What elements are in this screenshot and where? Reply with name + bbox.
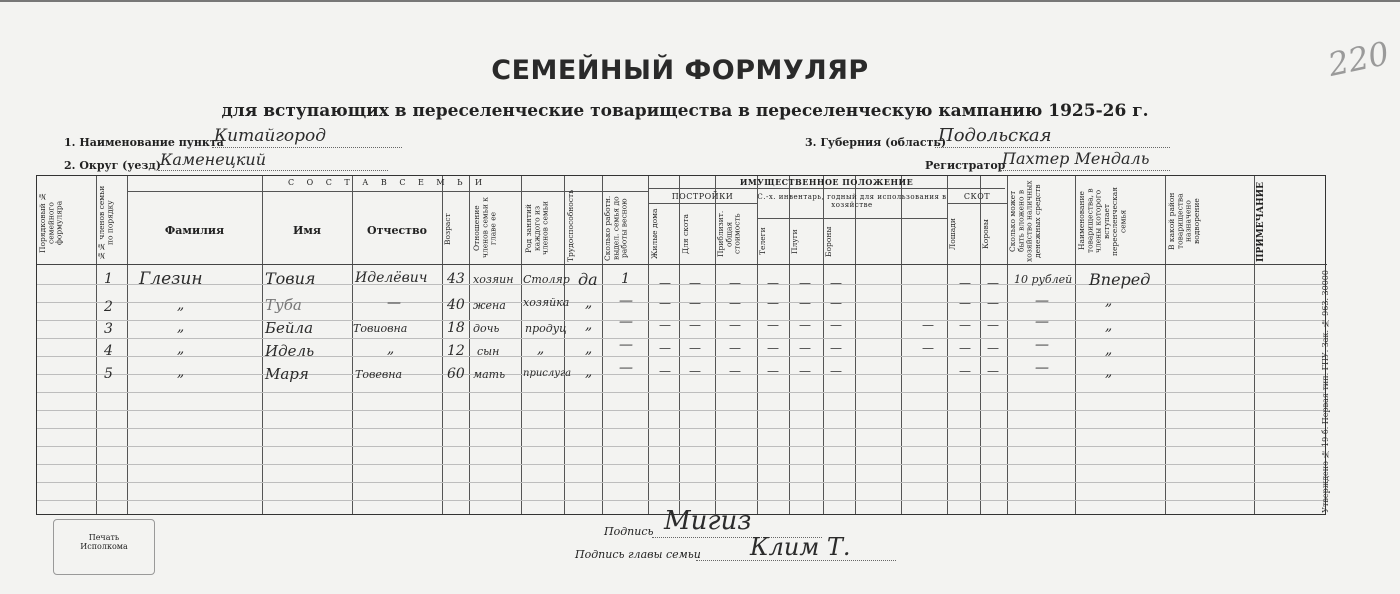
col-district: В какой район товарищества назначено водворение bbox=[1167, 192, 1201, 250]
dash-mark: — bbox=[799, 341, 811, 355]
document-title: СЕМЕЙНЫЙ ФОРМУЛЯР bbox=[491, 55, 869, 86]
row2-partnership: „ bbox=[1105, 293, 1113, 309]
dash-mark: — bbox=[830, 276, 842, 290]
row1-age: 43 bbox=[447, 271, 465, 287]
group-buildings: ПОСТРОЙКИ bbox=[671, 192, 734, 201]
row3-surname: „ bbox=[177, 319, 185, 335]
dash-mark: — bbox=[689, 318, 701, 332]
row5-capacity: „ bbox=[585, 364, 593, 380]
dash-mark: — bbox=[659, 296, 671, 310]
stamp-line2: Исполкома bbox=[80, 542, 128, 551]
stamp-line1: Печать bbox=[88, 533, 120, 542]
guberniya-label: 3. Губерния (область) bbox=[805, 136, 947, 149]
group-livestock: СКОТ bbox=[963, 192, 991, 201]
dash-mark: — bbox=[830, 296, 842, 310]
dash-mark: — bbox=[729, 296, 741, 310]
top-edge bbox=[0, 0, 1400, 2]
row1-capacity: да bbox=[578, 270, 598, 289]
dash-mark: — bbox=[987, 276, 999, 290]
dash-mark: — bbox=[922, 318, 934, 332]
group-family: С О С Т А В С Е М Ь И bbox=[287, 178, 488, 187]
row4-no: 4 bbox=[104, 343, 113, 359]
row5-age: 60 bbox=[447, 366, 465, 382]
row4-name: Идель bbox=[265, 342, 315, 360]
okrug-label: 2. Округ (уезд) bbox=[64, 159, 161, 172]
row2-name: Туба bbox=[265, 296, 302, 314]
dash-mark: — bbox=[799, 318, 811, 332]
row1-partnership: Вперед bbox=[1089, 270, 1151, 289]
row4-patronymic: „ bbox=[387, 341, 395, 357]
row1-no: 1 bbox=[104, 271, 113, 287]
row3-capacity: „ bbox=[585, 317, 593, 333]
row4-cash: — bbox=[1035, 337, 1049, 353]
group-inventory: С.-х. инвентарь, годный для использования в хозяйстве bbox=[757, 193, 947, 210]
row5-cash: — bbox=[1035, 360, 1049, 376]
col-ploughs: Плуги bbox=[790, 229, 799, 254]
col-partnership: Наименование товарищества, в члены которого вступает переселенческая семья bbox=[1077, 186, 1128, 256]
row1-cash: 10 рублей bbox=[1014, 273, 1073, 286]
dash-mark: — bbox=[959, 276, 971, 290]
head-signature-label: Подпись главы семьи bbox=[575, 548, 701, 561]
row2-age: 40 bbox=[447, 297, 465, 313]
dash-mark: — bbox=[959, 318, 971, 332]
family-table bbox=[36, 175, 1326, 515]
col-cows: Коровы bbox=[981, 219, 990, 249]
col-patronymic: Отчество bbox=[367, 224, 427, 237]
row2-surname: „ bbox=[177, 297, 185, 313]
col-relation: Отношение членов семьи к главе ее bbox=[472, 197, 498, 259]
dash-mark: — bbox=[659, 318, 671, 332]
row3-cash: — bbox=[1035, 314, 1049, 330]
row1-relation: хозяин bbox=[473, 273, 514, 286]
dash-mark: — bbox=[830, 364, 842, 378]
dash-mark: — bbox=[659, 276, 671, 290]
dash-mark: — bbox=[799, 364, 811, 378]
dash-mark: — bbox=[729, 341, 741, 355]
row5-occupation: прислуга bbox=[523, 368, 572, 379]
corner-number: 220 bbox=[1324, 34, 1393, 84]
col-carts: Телеги bbox=[758, 227, 767, 256]
col-member-no: №№ членов семьи по порядку bbox=[97, 185, 115, 261]
row1-workers: 1 bbox=[621, 271, 630, 287]
head-signature-value: Клим Т. bbox=[750, 533, 851, 561]
col-approx-value: Приблизит. общая стоимость bbox=[716, 210, 742, 258]
row5-surname: „ bbox=[177, 364, 185, 380]
dash-mark: — bbox=[729, 276, 741, 290]
col-age: Возраст bbox=[443, 213, 452, 245]
row2-workers: — bbox=[619, 293, 633, 309]
dash-mark: — bbox=[767, 341, 779, 355]
dash-mark: — bbox=[959, 296, 971, 310]
guberniya-value: Подольская bbox=[938, 125, 1052, 146]
col-surname: Фамилия bbox=[164, 224, 225, 237]
row5-name: Маря bbox=[265, 365, 309, 383]
dash-mark: — bbox=[767, 296, 779, 310]
dash-mark: — bbox=[659, 341, 671, 355]
punkt-label: 1. Наименование пункта bbox=[64, 136, 224, 149]
row2-cash: — bbox=[1035, 293, 1049, 309]
dash-mark: — bbox=[767, 276, 779, 290]
row2-relation: жена bbox=[473, 299, 506, 312]
signature-label: Подпись bbox=[604, 525, 654, 538]
row5-no: 5 bbox=[104, 366, 113, 382]
row3-age: 18 bbox=[447, 320, 465, 336]
dash-mark: — bbox=[987, 341, 999, 355]
row5-relation: мать bbox=[473, 368, 506, 381]
dash-mark: — bbox=[830, 341, 842, 355]
col-horses: Лошади bbox=[948, 218, 957, 250]
row4-age: 12 bbox=[447, 343, 465, 359]
col-formular: Порядковый № семейного формуляра bbox=[38, 192, 64, 254]
dash-mark: — bbox=[767, 364, 779, 378]
row4-capacity: „ bbox=[585, 341, 593, 357]
dash-mark: — bbox=[830, 318, 842, 332]
dash-mark: — bbox=[987, 364, 999, 378]
col-workers: Сколько работн. выдел. семья до работы весною bbox=[603, 195, 629, 261]
seal-stamp bbox=[53, 519, 155, 575]
punkt-value: Китайгород bbox=[214, 126, 327, 146]
group-property: ИМУЩЕСТВЕННОЕ ПОЛОЖЕНИЕ bbox=[739, 177, 914, 187]
printer-note: Утверждено № 19-б. Первая тип. ГПУ. Зак. № 963. 30000 bbox=[1321, 270, 1330, 513]
registrator-label: Регистратор bbox=[925, 159, 1006, 172]
dash-mark: — bbox=[987, 296, 999, 310]
row1-patronymic: Иделёвич bbox=[355, 270, 428, 286]
row2-no: 2 bbox=[104, 299, 113, 315]
row4-partnership: „ bbox=[1105, 342, 1113, 358]
row5-partnership: „ bbox=[1105, 364, 1113, 380]
dash-mark: — bbox=[689, 341, 701, 355]
row4-surname: „ bbox=[177, 341, 185, 357]
row4-occupation: „ bbox=[537, 341, 545, 357]
col-name: Имя bbox=[292, 224, 322, 237]
row4-workers: — bbox=[619, 337, 633, 353]
dash-mark: — bbox=[987, 318, 999, 332]
col-notes: ПРИМЕЧАНИЕ bbox=[1256, 181, 1266, 262]
dash-mark: — bbox=[799, 296, 811, 310]
dash-mark: — bbox=[689, 296, 701, 310]
dash-mark: — bbox=[689, 276, 701, 290]
dash-mark: — bbox=[959, 341, 971, 355]
col-cattle-shed: Для скота bbox=[681, 214, 690, 255]
col-harrows: Бороны bbox=[824, 226, 833, 257]
row2-patronymic: — bbox=[387, 295, 401, 311]
row1-surname: Глезин bbox=[139, 269, 203, 289]
dash-mark: — bbox=[799, 276, 811, 290]
col-occupation: Род занятий каждого из членов семьи bbox=[524, 201, 550, 255]
dash-mark: — bbox=[959, 364, 971, 378]
row1-name: Товия bbox=[265, 269, 316, 288]
row3-partnership: „ bbox=[1105, 318, 1113, 334]
dash-mark: — bbox=[729, 364, 741, 378]
col-capacity: Трудоспособность bbox=[566, 189, 575, 262]
signature-value: Мигиз bbox=[664, 506, 752, 536]
row5-patronymic: Товевна bbox=[355, 368, 403, 381]
row1-occupation: Столяр bbox=[523, 273, 570, 286]
row2-occupation: хозяйка bbox=[523, 296, 570, 309]
row2-capacity: „ bbox=[585, 295, 593, 311]
col-cash: Сколько может быть вложено в хозяйство наличных денежных средств bbox=[1008, 180, 1042, 262]
row3-no: 3 bbox=[104, 321, 113, 337]
row3-relation: дочь bbox=[473, 322, 500, 335]
dash-mark: — bbox=[689, 364, 701, 378]
row3-patronymic: Товиовна bbox=[353, 322, 408, 335]
col-house: Жилые дома bbox=[650, 208, 659, 260]
okrug-value: Каменецкий bbox=[160, 150, 266, 169]
row3-name: Бейла bbox=[265, 319, 314, 337]
document-subtitle: для вступающих в переселенческие товарищества в переселенческую кампанию 1925-26 г. bbox=[221, 101, 1149, 121]
dash-mark: — bbox=[767, 318, 779, 332]
dash-mark: — bbox=[922, 341, 934, 355]
dash-mark: — bbox=[729, 318, 741, 332]
row5-workers: — bbox=[619, 360, 633, 376]
row3-workers: — bbox=[619, 314, 633, 330]
dash-mark: — bbox=[659, 364, 671, 378]
row3-occupation: продуц bbox=[525, 322, 567, 335]
registrator-value: Пахтер Мендаль bbox=[1002, 149, 1150, 168]
row4-relation: сын bbox=[477, 345, 500, 358]
